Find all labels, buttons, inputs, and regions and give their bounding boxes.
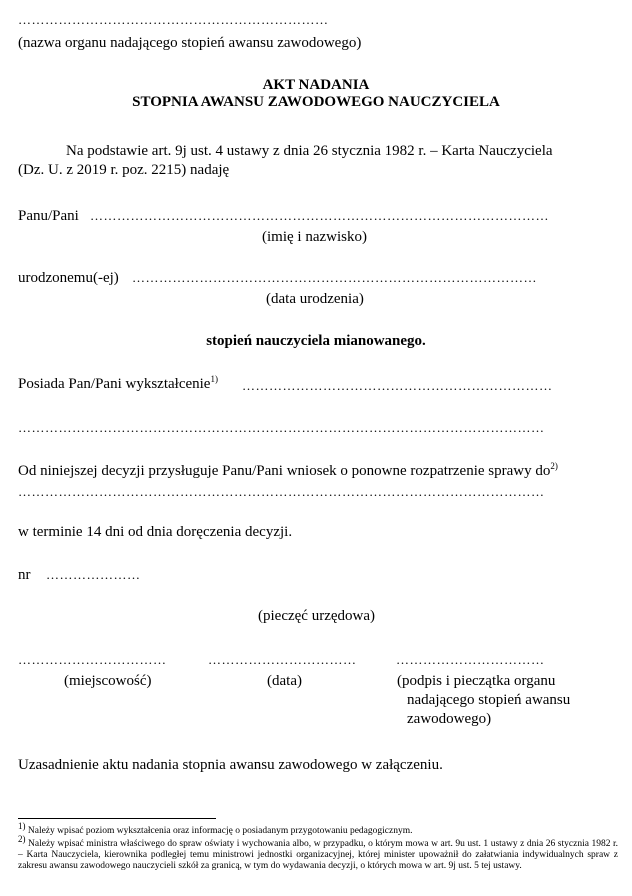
name-label: Panu/Pani <box>18 208 79 224</box>
organ-name-caption: (nazwa organu nadającego stopień awansu zawodowego) <box>18 35 362 51</box>
name-caption: (imię i nazwisko) <box>262 229 367 245</box>
education-label: Posiada Pan/Pani wykształcenie <box>18 376 211 392</box>
footnote-1-text: Należy wpisać poziom wykształcenia oraz informację o posiadanym przygotowaniu pedagogicznym. <box>27 826 413 837</box>
birth-label: urodzonemu(-ej) <box>18 270 119 286</box>
footnote-2-mark: 2) <box>18 834 26 844</box>
name-dots: ………………………………………………………………………………………… <box>90 208 549 223</box>
title-line-1: AKT NADANIA <box>262 77 370 93</box>
degree-statement: stopień nauczyciela mianowanego. <box>206 333 426 349</box>
date-caption: (data) <box>267 673 302 689</box>
footnote-2-text: Należy wpisać ministra właściwego do spraw oświaty i wychowania albo, w przypadku, o którym mowa w art. 9u ust. 1 ustawy z dnia 26 stycznia 1982 r. – Karta Nauczyciela, kierownika podległej temu ministrowi jednostki organizacyjnej, której minister upoważnił do załatwiania indywidualnych spraw z zakresu awansu zawodowego nauczycieli szkół za granicą, w tym do wydawania decyzji, o których mowa w art. 9j ust. 5 tej ustawy. <box>18 839 618 872</box>
organ-name-dots: …………………………………………………………… <box>18 12 329 27</box>
footnote-1 <box>18 821 618 837</box>
intro-line-2: (Dz. U. z 2019 r. poz. 2215) nadaję <box>18 162 230 178</box>
birth-caption: (data urodzenia) <box>266 291 364 307</box>
place-caption: (miejscowość) <box>64 673 152 689</box>
footnote-separator <box>18 818 216 819</box>
footnote-ref-1: 1) <box>210 374 218 384</box>
appeal-text: Od niniejszej decyzji przysługuje Panu/Pani wniosek o ponowne rozpatrzenie sprawy do <box>18 463 551 479</box>
appeal-dots: ……………………………………………………………………………………………………… <box>18 484 545 499</box>
birth-dots: ……………………………………………………………………………… <box>132 270 537 285</box>
place-dots: …………………………… <box>18 652 167 667</box>
justification-note: Uzasadnienie aktu nadania stopnia awansu zawodowego w załączeniu. <box>18 757 443 773</box>
signature-caption-3: zawodowego) <box>407 711 492 727</box>
education-line <box>18 376 218 393</box>
appeal-line <box>18 463 558 480</box>
title-line-2: STOPNIA AWANSU ZAWODOWEGO NAUCZYCIELA <box>132 94 500 110</box>
footnote-1-mark: 1) <box>18 821 26 831</box>
footnote-2 <box>18 834 618 872</box>
footnote-ref-2: 2) <box>550 461 558 471</box>
signature-dots: …………………………… <box>396 652 545 667</box>
number-dots: ………………… <box>46 567 141 582</box>
education-dots-1: …………………………………………………………… <box>242 378 553 393</box>
signature-caption-2: nadającego stopień awansu <box>407 692 571 708</box>
number-label: nr <box>18 567 31 583</box>
signature-caption-1: (podpis i pieczątka organu <box>397 673 556 689</box>
appeal-term: w terminie 14 dni od dnia doręczenia decyzji. <box>18 524 293 540</box>
intro-line-1: Na podstawie art. 9j ust. 4 ustawy z dnia 26 stycznia 1982 r. – Karta Nauczyciela <box>66 143 553 159</box>
stamp-caption: (pieczęć urzędowa) <box>258 608 375 624</box>
education-dots-2: ……………………………………………………………………………………………………… <box>18 420 545 435</box>
date-dots: …………………………… <box>208 652 357 667</box>
